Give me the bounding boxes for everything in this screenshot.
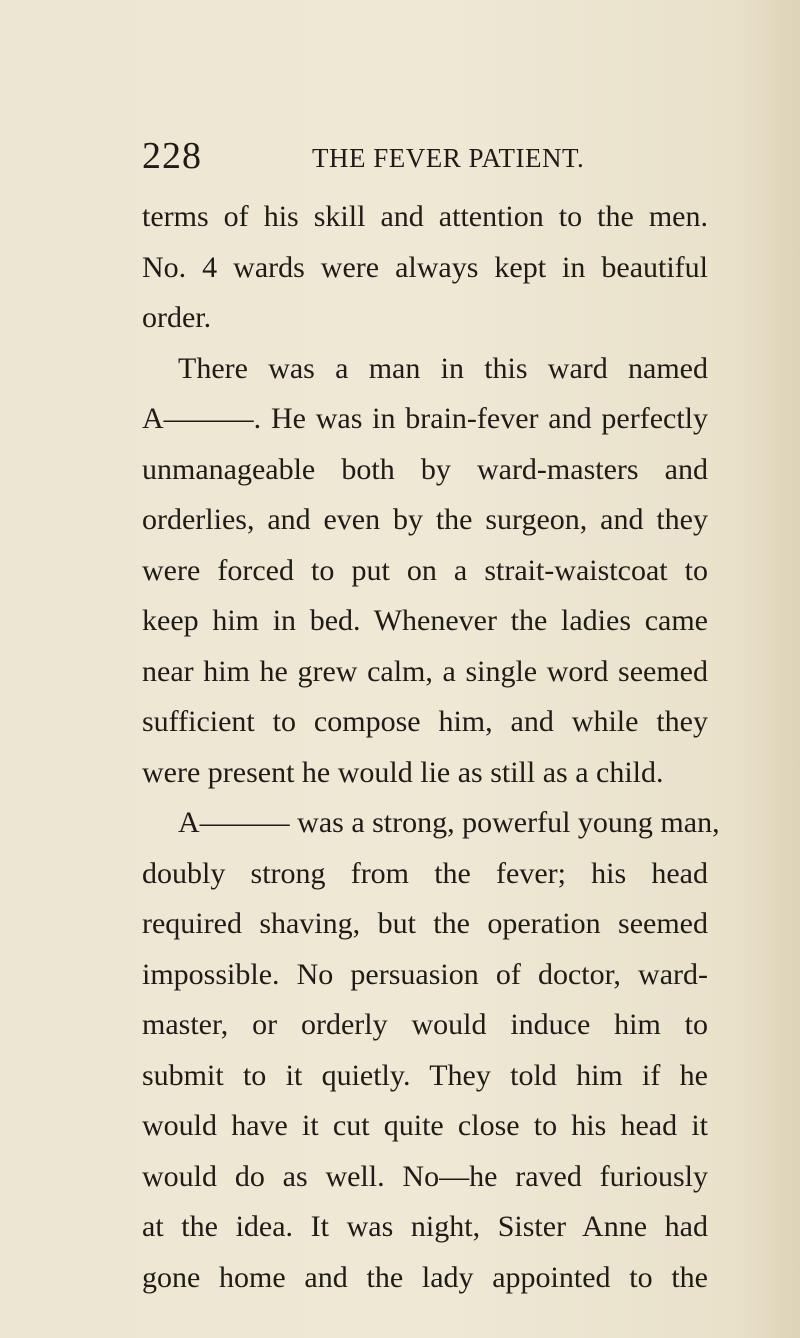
text-line: A——— was a strong, powerful young man,: [178, 806, 720, 839]
page-header: [142, 136, 702, 176]
text-line: master, or orderly would induce him to: [142, 1008, 708, 1041]
text-line: were present he would lie as still as a child.: [142, 755, 664, 789]
body-text: [142, 192, 720, 1303]
text-line: A———. He was in brain-fever and perfectly: [142, 402, 708, 435]
text-line: keep him in bed. Whenever the ladies came: [142, 604, 708, 637]
text-line: terms of his skill and attention to the men.: [142, 200, 708, 233]
text-line: were forced to put on a strait-waistcoat to: [142, 553, 708, 587]
text-line: impossible. No persuasion of doctor, ward-: [142, 957, 708, 991]
text-line: would have it cut quite close to his head it: [142, 1109, 708, 1142]
text-line: doubly strong from the fever; his head: [142, 856, 708, 890]
running-head: THE FEVER PATIENT.: [312, 143, 585, 173]
text-line: order.: [142, 301, 212, 334]
text-line: No. 4 wards were always kept in beautiful: [142, 250, 708, 284]
text-line: gone home and the lady appointed to the: [142, 1260, 708, 1294]
text-line: near him he grew calm, a single word seemed: [142, 654, 708, 688]
text-line: sufficient to compose him, and while they: [142, 705, 708, 738]
text-line: orderlies, and even by the surgeon, and they: [142, 503, 708, 536]
text-line: There was a man in this ward named: [178, 351, 708, 385]
text-line: required shaving, but the operation seemed: [142, 907, 708, 940]
text-line: submit to it quietly. They told him if he: [142, 1058, 708, 1092]
text-line: at the idea. It was night, Sister Anne had: [142, 1210, 708, 1243]
text-line: unmanageable both by ward-masters and: [142, 452, 708, 486]
page-number: 228: [142, 135, 202, 177]
text-line: would do as well. No—he raved furiously: [142, 1159, 708, 1193]
